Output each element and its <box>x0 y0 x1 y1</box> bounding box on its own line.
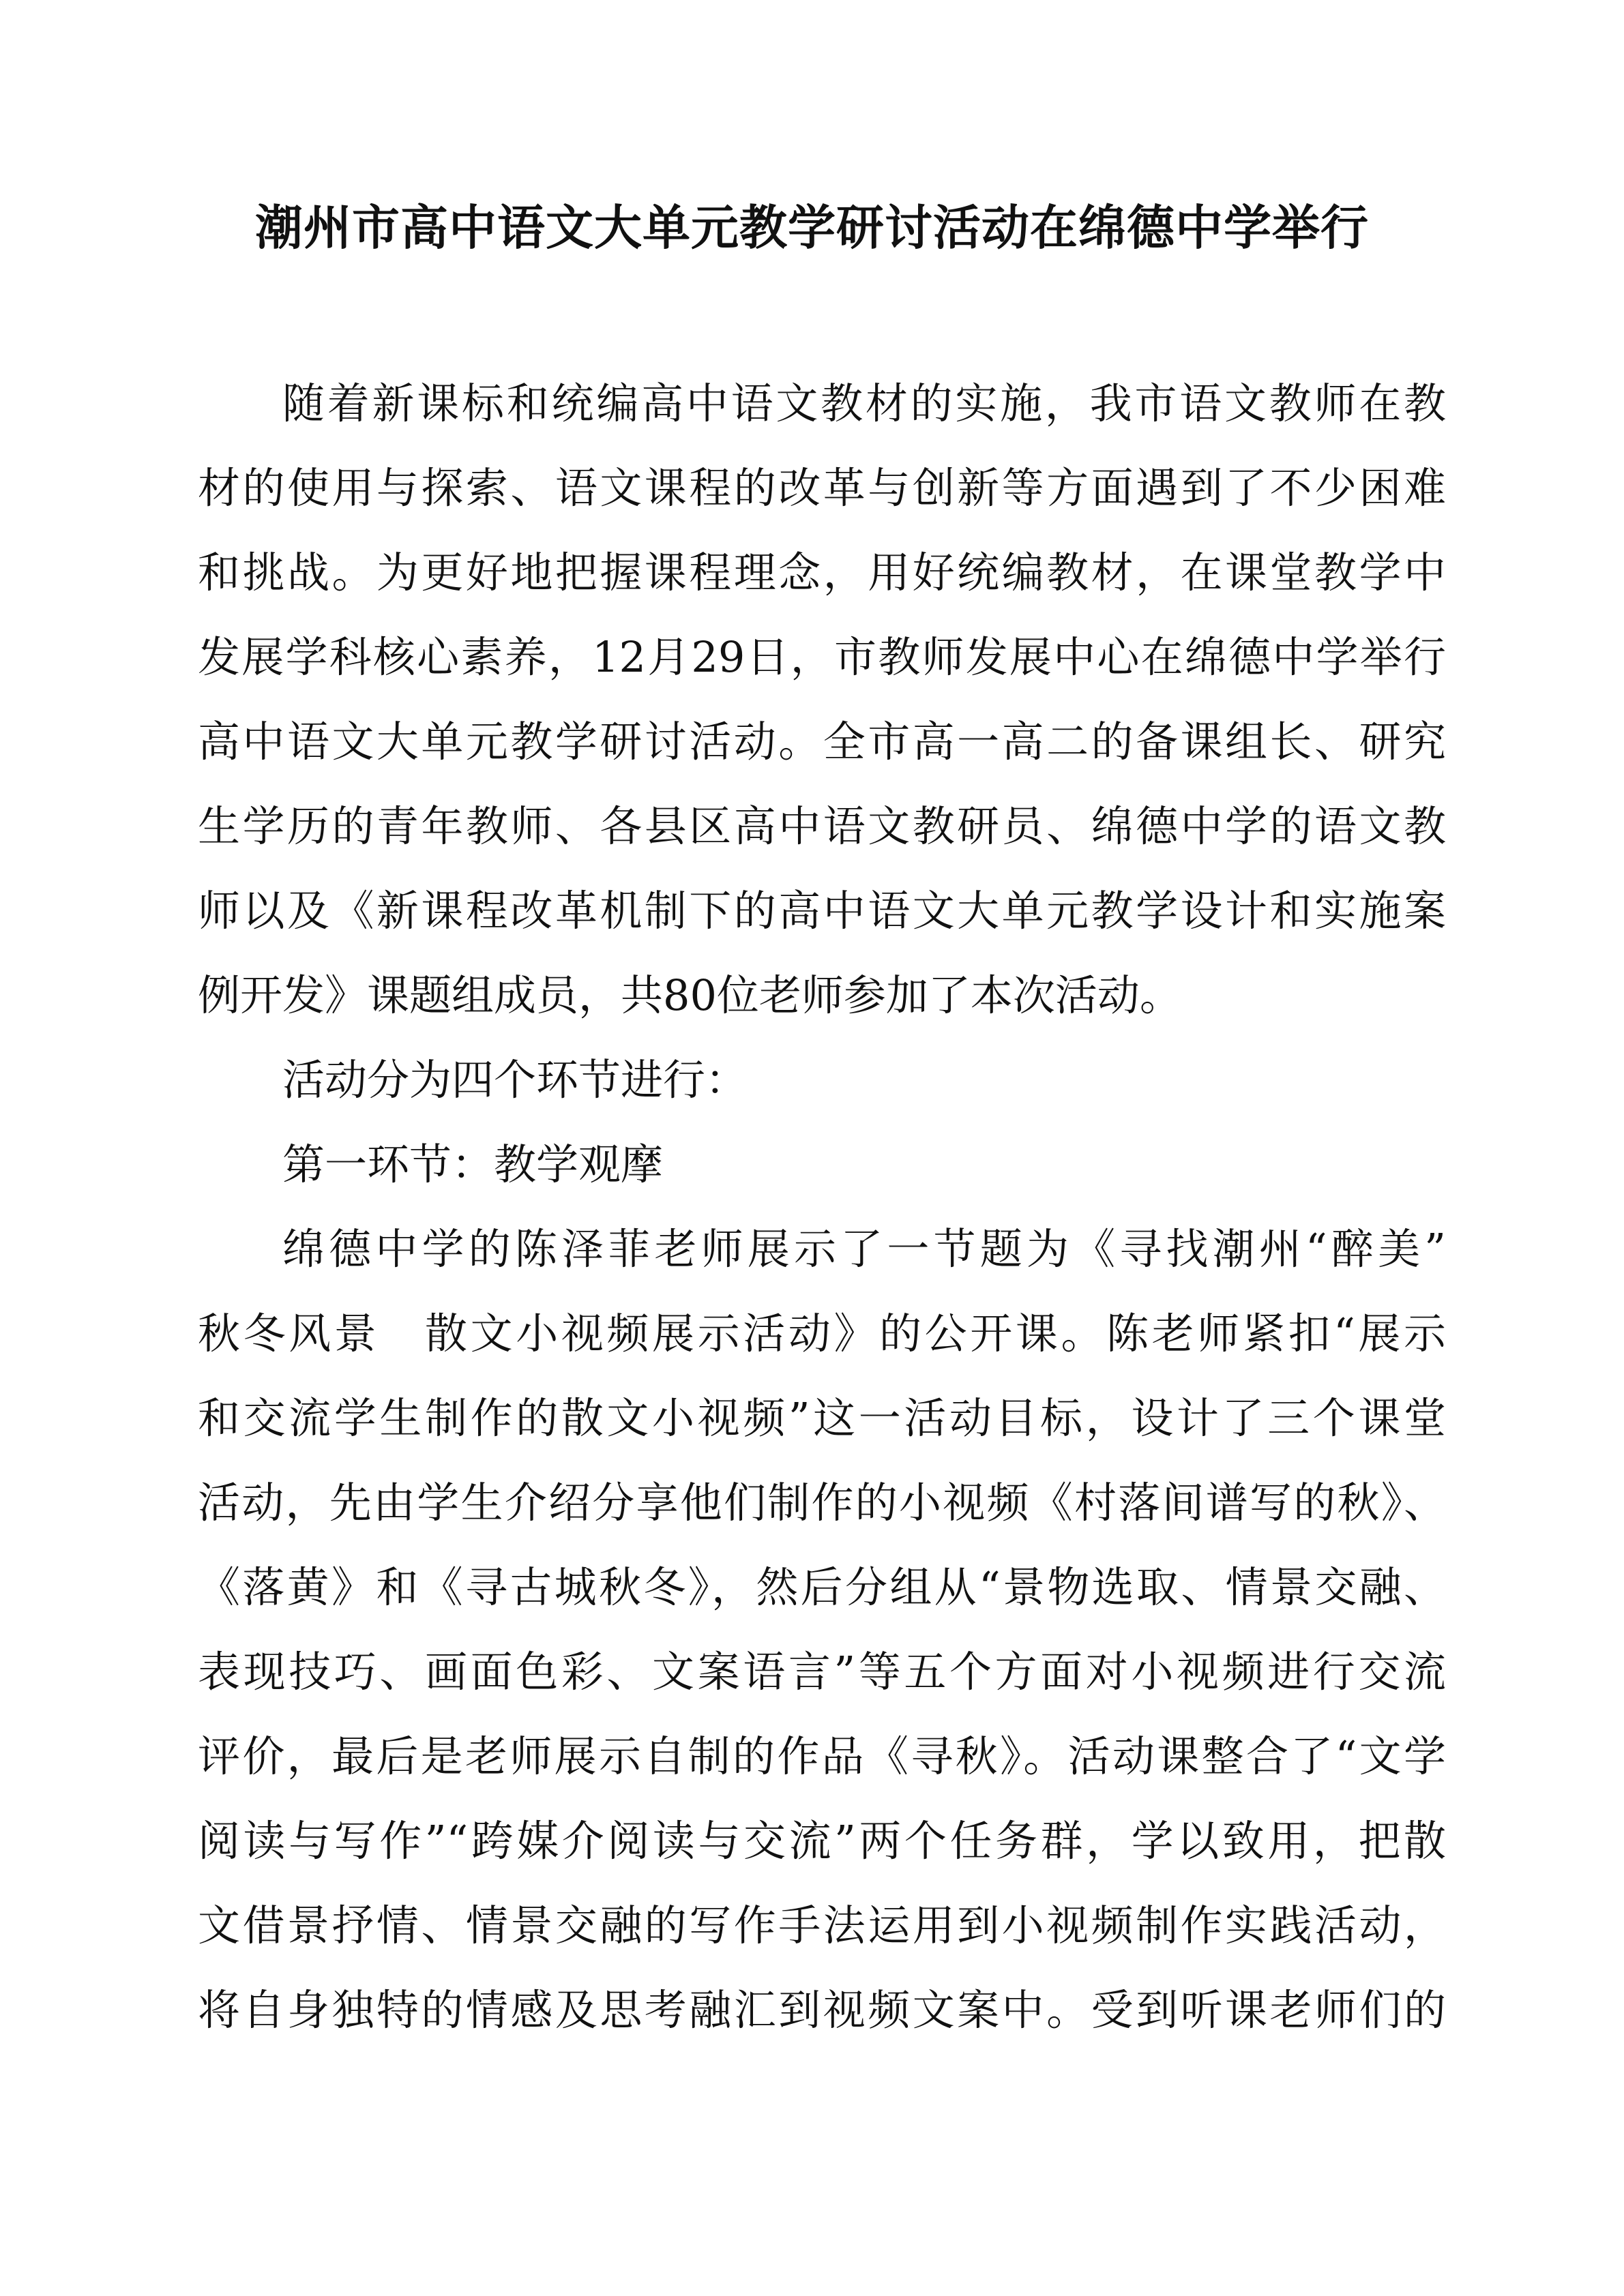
text-line: 师以及《新课程改革机制下的高中语文大单元教学设计和实施案 <box>198 886 1446 936</box>
paragraph-intro <box>198 361 1446 1038</box>
text-line: 第一环节：教学观摩 <box>282 1139 664 1189</box>
text-line: 随着新课标和统编高中语文教材的实施，我市语文教师在教 <box>282 378 1446 428</box>
document-body <box>198 361 1446 2053</box>
page-title: 潮州市高中语文大单元教学研讨活动在绵德中学举行 <box>255 200 1369 256</box>
text-line: 将自身独特的情感及思考融汇到视频文案中。受到听课老师们的 <box>198 1985 1446 2035</box>
text-line: 和挑战。为更好地把握课程理念，用好统编教材，在课堂教学中 <box>198 548 1446 597</box>
paragraph-observation <box>198 1207 1446 2053</box>
text-line: 例开发》课题组成员，共80位老师参加了本次活动。 <box>198 970 1182 1020</box>
text-line: 活动分为四个环节进行： <box>282 1055 748 1105</box>
text-line: 材的使用与探索、语文课程的改革与创新等方面遇到了不少困难 <box>198 463 1446 513</box>
text-line: 阅读与写作”“跨媒介阅读与交流”两个任务群，学以致用，把散 <box>198 1816 1446 1866</box>
text-line: 评价，最后是老师展示自制的作品《寻秋》。活动课整合了“文学 <box>198 1731 1446 1781</box>
text-line: 生学历的青年教师、各县区高中语文教研员、绵德中学的语文教 <box>198 801 1446 851</box>
text-line: 和交流学生制作的散文小视频”这一活动目标，设计了三个课堂 <box>198 1393 1446 1443</box>
text-line: 文借景抒情、情景交融的写作手法运用到小视频制作实践活动， <box>198 1900 1446 1950</box>
text-line: 秋冬风景 散文小视频展示活动》的公开课。陈老师紧扣“展示 <box>198 1309 1446 1358</box>
text-line: 绵德中学的陈泽菲老师展示了一节题为《寻找潮州“醉美” <box>282 1224 1446 1274</box>
paragraph-overview <box>198 1038 1446 1122</box>
text-line: 表现技巧、画面色彩、文案语言”等五个方面对小视频进行交流 <box>198 1647 1446 1697</box>
text-line: 活动，先由学生介绍分享他们制作的小视频《村落间谱写的秋》、 <box>198 1478 1446 1527</box>
text-line: 《落黄》和《寻古城秋冬》，然后分组从“景物选取、情景交融、 <box>198 1562 1446 1612</box>
text-line: 高中语文大单元教学研讨活动。全市高一高二的备课组长、研究 <box>198 717 1446 766</box>
section-heading-1 <box>198 1122 1446 1207</box>
text-line: 发展学科核心素养，12月29日，市教师发展中心在绵德中学举行 <box>198 632 1446 682</box>
